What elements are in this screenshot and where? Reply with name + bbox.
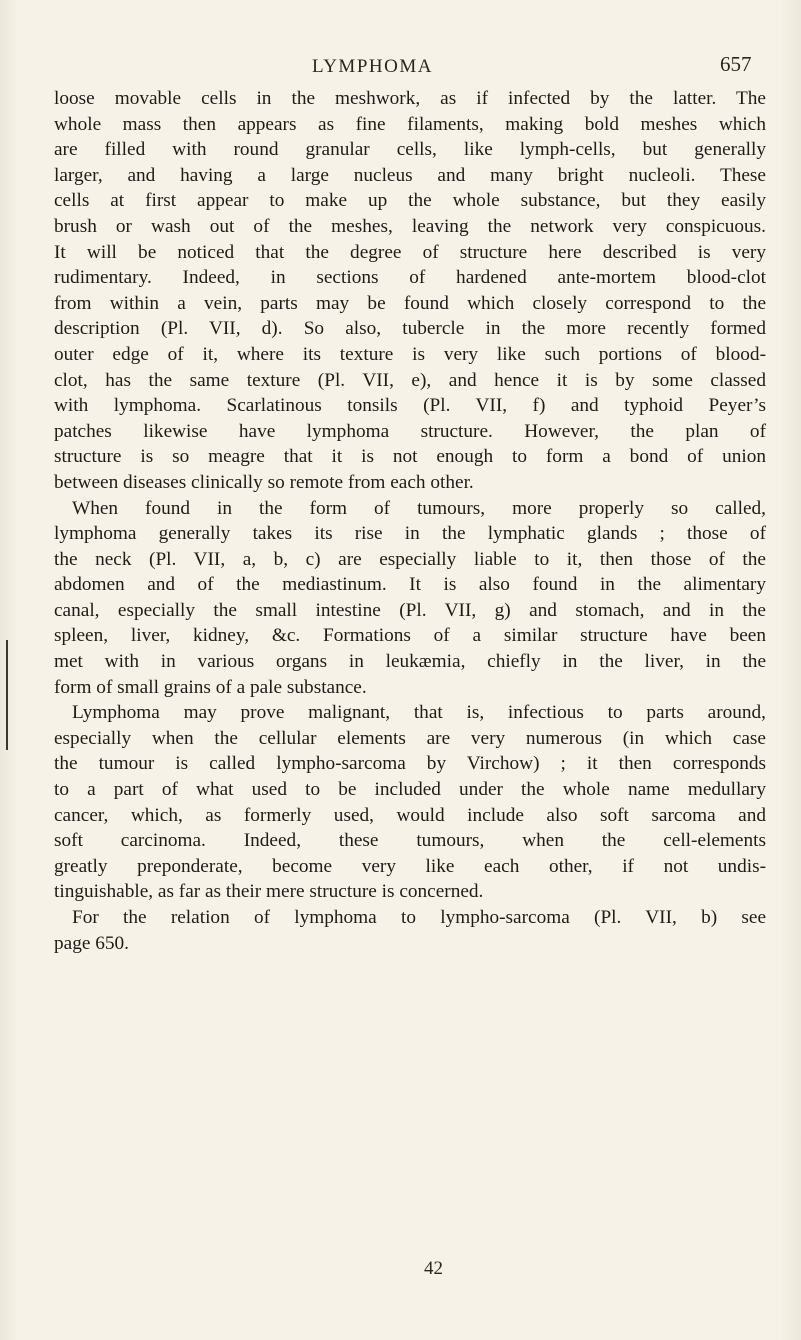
text-line: between diseases clinically so remote from each other. [54, 471, 474, 493]
text-line: cells at first appear to make up the whole substance, but they easily [54, 190, 766, 212]
text-line: greatly preponderate, become very like each other, if not undis- [54, 855, 766, 877]
text-line: structure is so meagre that it is not enough to form a bond of union [54, 446, 766, 468]
text-line: met with in various organs in leukæmia, chiefly in the liver, in the [54, 651, 766, 673]
text-line: When found in the form of tumours, more properly so called, [72, 497, 766, 519]
signature-mark: 42 [424, 1258, 443, 1279]
text-line: the tumour is called lympho-sarcoma by Virchow) ; it then corresponds [54, 753, 766, 775]
text-line: loose movable cells in the meshwork, as if infected by the latter. The [54, 88, 766, 109]
text-line: to a part of what used to be included under the whole name medullary [54, 779, 766, 801]
text-line: For the relation of lymphoma to lympho-sarcoma (Pl. VII, b) see [72, 907, 766, 928]
text-line: with lymphoma. Scarlatinous tonsils (Pl. VII, f) and typhoid Peyer’s [54, 395, 766, 417]
text-line: outer edge of it, where its texture is very like such portions of blood- [54, 343, 766, 365]
text-line: It will be noticed that the degree of structure here described is very [54, 241, 766, 263]
text-line: spleen, liver, kidney, &c. Formations of a similar structure have been [54, 625, 766, 647]
text-line: from within a vein, parts may be found which closely correspond to the [54, 292, 766, 314]
body-text [54, 86, 766, 956]
text-line: lymphoma generally takes its rise in the lymphatic glands ; those of [54, 523, 766, 545]
text-line: tinguishable, as far as their mere structure is concerned. [54, 881, 484, 903]
text-line: cancer, which, as formerly used, would include also soft sarcoma and [54, 804, 766, 826]
text-line: rudimentary. Indeed, in sections of hardened ante-mortem blood-clot [54, 267, 766, 289]
text-line: page 650. [54, 932, 129, 954]
text-line: whole mass then appears as fine filaments, making bold meshes which [54, 113, 766, 135]
page-number: 657 [720, 52, 752, 76]
text-line: patches likewise have lymphoma structure. However, the plan of [54, 420, 766, 442]
text-line: soft carcinoma. Indeed, these tumours, when the cell-elements [54, 830, 766, 852]
text-line: canal, especially the small intestine (Pl. VII, g) and stomach, and in the [54, 599, 766, 621]
text-line: form of small grains of a pale substance. [54, 676, 367, 698]
text-line: clot, has the same texture (Pl. VII, e), and hence it is by some classed [54, 369, 766, 391]
text-line: abdomen and of the mediastinum. It is also found in the alimentary [54, 574, 766, 596]
text-line: larger, and having a large nucleus and many bright nucleoli. These [54, 164, 766, 186]
text-line: description (Pl. VII, d). So also, tubercle in the more recently formed [54, 318, 766, 340]
text-line: are filled with round granular cells, like lymph-cells, but generally [54, 139, 766, 161]
text-line: the neck (Pl. VII, a, b, c) are especially liable to it, then those of the [54, 548, 766, 570]
text-line: brush or wash out of the meshes, leaving the network very conspicuous. [54, 215, 766, 237]
running-head: LYMPHOMA [312, 56, 433, 77]
margin-rule [6, 640, 8, 750]
text-line: Lymphoma may prove malignant, that is, infectious to parts around, [72, 702, 766, 724]
text-line: especially when the cellular elements are very numerous (in which case [54, 727, 766, 749]
